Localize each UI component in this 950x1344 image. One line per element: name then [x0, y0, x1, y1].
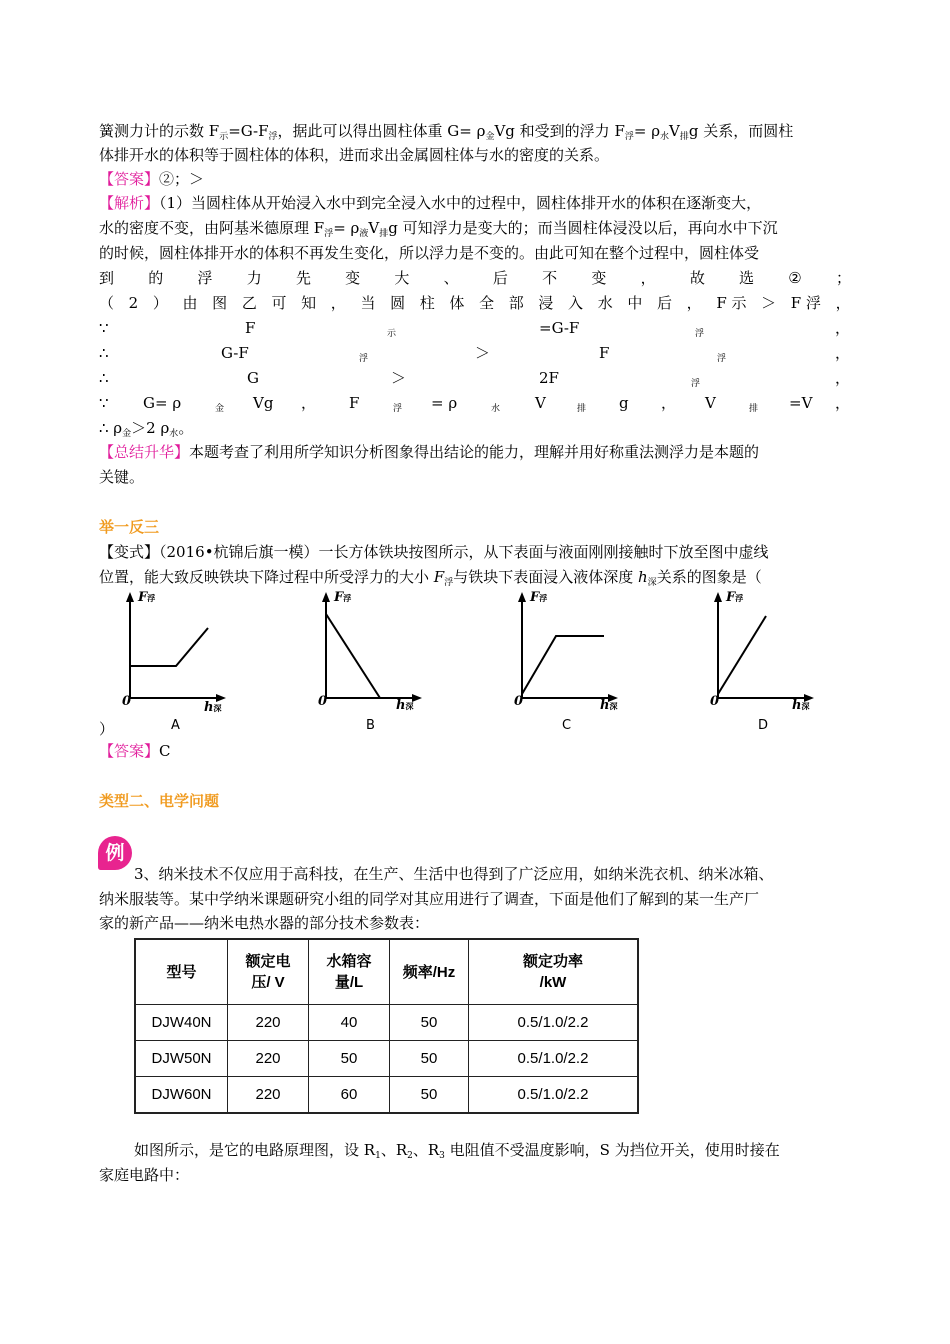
text: ＞ — [475, 344, 491, 362]
subscript: 浮 — [691, 379, 701, 389]
example-line3: 家的新产品——纳米电热水器的部分技术参数表： — [99, 914, 430, 932]
text: （1）当圆柱体从开始浸入水中到完全浸入水中的过程中，圆柱体排开水的体积在逐渐变大， — [159, 194, 762, 212]
text: h — [792, 698, 802, 713]
text: ＞ — [391, 369, 407, 387]
char: 知 — [301, 294, 317, 312]
text: h — [638, 568, 648, 586]
char: 浸 — [538, 294, 554, 312]
char: ； — [835, 269, 851, 287]
text: V — [535, 394, 546, 412]
char: 图 — [212, 294, 228, 312]
variant-line1 — [99, 542, 769, 562]
origin-label: 0 — [710, 694, 720, 709]
cell: DJW40N — [135, 1005, 228, 1041]
curve — [130, 628, 208, 666]
text: 2F — [539, 369, 559, 387]
curve — [326, 614, 380, 698]
text: 本题考查了利用所学知识分析图象得出结论的能力，理解并用好称重法测浮力是本题的 — [189, 443, 760, 461]
text: ， — [835, 319, 851, 337]
subscript: 示 — [387, 329, 397, 339]
text: 关系的图象是（ — [656, 568, 762, 586]
char: 体 — [449, 294, 465, 312]
char: （ — [99, 294, 115, 312]
header-power: 额定功率 /kW — [469, 939, 639, 1005]
text: F — [349, 394, 360, 412]
analysis-line5 — [99, 293, 851, 313]
char: 、 — [443, 269, 459, 287]
answer-tag: 【答案】 — [99, 742, 160, 760]
text: G-F — [221, 344, 249, 362]
answer-tag: 【答案】 — [99, 170, 160, 188]
table-header-row — [135, 939, 638, 1005]
cell: 220 — [228, 1077, 309, 1114]
text: G — [247, 369, 259, 387]
char: 由 — [182, 294, 198, 312]
char: ， — [330, 294, 346, 312]
text: = ρ — [431, 394, 458, 412]
text: = ρ — [633, 122, 661, 140]
para1-line1 — [99, 121, 793, 147]
text: 与铁块下表面浸入液体深度 — [453, 568, 638, 586]
char: 乙 — [241, 294, 257, 312]
para1-line2: 体排开水的体积等于圆柱体的体积，进而求出金属圆柱体与水的密度的关系。 — [99, 146, 610, 164]
subscript: 浮 — [268, 132, 278, 142]
cell: 50 — [390, 1005, 469, 1041]
text: ， — [301, 394, 317, 412]
char: 先 — [295, 269, 311, 287]
subscript: 深 — [609, 701, 618, 711]
char: 后 — [492, 269, 508, 287]
cell: 40 — [309, 1005, 390, 1041]
char: ） — [152, 294, 168, 312]
section-heading: 举一反三 — [99, 518, 160, 536]
cell: DJW50N — [135, 1041, 228, 1077]
final-line2: 家庭电路中： — [99, 1166, 190, 1184]
char: 大 — [394, 269, 410, 287]
cell: 50 — [390, 1077, 469, 1114]
curve — [718, 616, 766, 694]
text: Vg — [253, 394, 274, 412]
subscript: 示 — [219, 132, 229, 142]
char: ， — [686, 294, 702, 312]
subscript: 浮 — [735, 593, 744, 603]
char: 到 — [99, 269, 115, 287]
text: 、R — [412, 1141, 440, 1159]
subscript: 水 — [169, 429, 179, 439]
char: 全 — [479, 294, 495, 312]
char: 变 — [345, 269, 361, 287]
char: 后 — [657, 294, 673, 312]
summary-tag: 【总结升华】 — [99, 443, 190, 461]
analysis-line4 — [99, 268, 851, 288]
header-capacity: 水箱容 量/L — [309, 939, 390, 1005]
text: ， — [661, 394, 677, 412]
curve — [522, 636, 604, 694]
x-axis-label — [204, 700, 221, 715]
y-axis-label — [726, 590, 743, 605]
subscript: 排 — [379, 229, 389, 239]
text: 位置，能大致反映铁块下降过程中所受浮力的大小 — [99, 568, 434, 586]
subscript: 浮 — [624, 132, 634, 142]
subscript: 深 — [801, 701, 810, 711]
subscript: 浮 — [444, 578, 454, 588]
char: 水 — [597, 294, 613, 312]
text: h — [204, 700, 214, 715]
text: ，据此可以得出圆柱体重 G= ρ — [277, 122, 486, 140]
x-axis-label — [396, 698, 413, 713]
text: Vg 和受到的浮力 F — [494, 122, 625, 140]
text: F — [138, 590, 148, 605]
char: 选 — [739, 269, 755, 287]
subscript: 浮 — [695, 329, 705, 339]
text: ∴ ρ — [99, 419, 123, 437]
text: = ρ — [333, 219, 360, 237]
text: ， — [835, 369, 851, 387]
because-symbol: ∵ — [99, 394, 109, 412]
subscript: 排 — [749, 404, 759, 414]
paren-close: ） — [99, 720, 115, 738]
y-axis-label — [138, 590, 155, 605]
char: ＞ — [761, 294, 777, 312]
subscript: 浮 — [324, 229, 334, 239]
text: F — [334, 590, 344, 605]
subscript: 金 — [215, 404, 225, 414]
subscript: 3 — [439, 1151, 445, 1161]
char: 入 — [568, 294, 584, 312]
x-axis-label — [600, 698, 617, 713]
arrow-icon — [126, 592, 134, 602]
text: F — [433, 568, 445, 586]
text: 水的密度不变，由阿基米德原理 F — [99, 219, 325, 237]
subscript: 金 — [122, 429, 132, 439]
answer-1 — [99, 169, 204, 189]
analysis-line10 — [99, 418, 193, 444]
subscript: 浮 — [393, 404, 403, 414]
answer-2 — [99, 741, 171, 761]
header-voltage: 额定电 压/ V — [228, 939, 309, 1005]
graph-caption-d: D — [758, 718, 769, 733]
subscript: 2 — [407, 1151, 413, 1161]
graph-b[interactable] — [304, 590, 424, 724]
char: 力 — [246, 269, 262, 287]
header-model: 型号 — [135, 939, 228, 1005]
cell: 0.5/1.0/2.2 — [469, 1077, 639, 1114]
graph-a[interactable] — [108, 590, 228, 724]
text: g — [619, 394, 629, 412]
table-row — [135, 1041, 638, 1077]
text: =V — [789, 394, 813, 412]
graph-c[interactable] — [500, 590, 630, 724]
char: 可 — [271, 294, 287, 312]
char: ， — [835, 294, 851, 312]
cell: 0.5/1.0/2.2 — [469, 1005, 639, 1041]
therefore-symbol: ∴ — [99, 369, 109, 387]
text: =G-F — [228, 122, 269, 140]
subscript: 浮 — [717, 354, 727, 364]
cell: 60 — [309, 1077, 390, 1114]
cell: 220 — [228, 1041, 309, 1077]
subscript: 水 — [491, 404, 501, 414]
table-row — [135, 1077, 638, 1114]
analysis-line2 — [99, 218, 778, 244]
y-axis-label — [334, 590, 351, 605]
example-line1: 3、纳米技术不仅应用于高科技，在生产、生活中也得到了广泛应用，如纳米洗衣机、纳米冰箱、 — [134, 865, 774, 883]
char: 浮 — [197, 269, 213, 287]
text: ， — [835, 394, 851, 412]
variant-tag: 【变式】 — [99, 543, 160, 561]
summary-line2: 关键。 — [99, 468, 145, 486]
text: ＞2 ρ — [131, 419, 170, 437]
therefore-symbol: ∴ — [99, 344, 109, 362]
char: 变 — [591, 269, 607, 287]
text: 。 — [178, 419, 194, 437]
subscript: 深 — [213, 703, 222, 713]
spec-table — [134, 938, 639, 1114]
example-line2: 纳米服装等。某中学纳米课题研究小组的同学对其应用进行了调查，下面是他们了解到的某一生产厂 — [99, 890, 760, 908]
because-symbol: ∵ — [99, 319, 109, 337]
text: h — [396, 698, 406, 713]
cell: 50 — [390, 1041, 469, 1077]
text: 簧测力计的示数 F — [99, 122, 220, 140]
char: 当 — [360, 294, 376, 312]
cell: 0.5/1.0/2.2 — [469, 1041, 639, 1077]
arrow-icon — [412, 694, 422, 702]
text: =G-F — [539, 319, 580, 337]
graph-caption-b: B — [366, 718, 375, 733]
subscript: 浮 — [343, 593, 352, 603]
graph-d[interactable] — [696, 590, 826, 724]
subscript: 浮 — [359, 354, 369, 364]
final-line1 — [134, 1140, 780, 1166]
text: h — [600, 698, 610, 713]
type2-heading: 类型二、电学问题 — [99, 792, 220, 810]
char: 的 — [148, 269, 164, 287]
text: G= ρ — [143, 394, 182, 412]
analysis-line3: 的时候，圆柱体排开水的体积不再发生变化，所以浮力是不变的。由此可知在整个过程中，圆柱体受 — [99, 244, 760, 262]
char: 不 — [542, 269, 558, 287]
subscript: 浮 — [539, 593, 548, 603]
subscript: 1 — [375, 1151, 381, 1161]
x-axis-label — [792, 698, 809, 713]
answer-text: ②；＞ — [159, 170, 205, 188]
char: 中 — [627, 294, 643, 312]
char: 2 — [128, 294, 139, 312]
subscript: 浮 — [147, 593, 156, 603]
origin-label: 0 — [514, 694, 524, 709]
header-frequency: 频率/Hz — [390, 939, 469, 1005]
subscript: 水 — [660, 132, 670, 142]
text: V — [705, 394, 716, 412]
text: 、R — [380, 1141, 408, 1159]
char: 柱 — [419, 294, 435, 312]
subscript: 排 — [577, 404, 587, 414]
text: F — [599, 344, 610, 362]
arrow-icon — [322, 592, 330, 602]
origin-label: 0 — [318, 694, 328, 709]
text: 如图所示，是它的电路原理图，设 R — [134, 1141, 376, 1159]
text: （2016•杭锦后旗一模）一长方体铁块按图所示，从下表面与液面刚刚接触时下放至图中虚线 — [159, 543, 769, 561]
text: g 可知浮力是变大的；而当圆柱体浸没以后，再向水中下沉 — [388, 219, 778, 237]
graph-caption-c: C — [562, 718, 572, 733]
y-axis-label — [530, 590, 547, 605]
text: V — [669, 122, 680, 140]
char: F 示 — [716, 294, 747, 312]
char: 故 — [689, 269, 705, 287]
char: ， — [640, 269, 656, 287]
text: F — [726, 590, 736, 605]
analysis-tag: 【解析】 — [99, 194, 160, 212]
text: g 关系，而圆柱 — [688, 122, 794, 140]
answer-text: C — [159, 742, 171, 760]
subscript: 金 — [485, 132, 495, 142]
text: 电阻值不受温度影响，S 为挡位开关，使用时接在 — [444, 1141, 780, 1159]
text: F — [245, 319, 256, 337]
arrow-icon — [714, 592, 722, 602]
subscript: 深 — [405, 701, 414, 711]
char: 圆 — [390, 294, 406, 312]
table-row — [135, 1005, 638, 1041]
text: V — [368, 219, 380, 237]
analysis-line1 — [99, 193, 761, 213]
char: ② — [788, 269, 802, 287]
arrow-icon — [518, 592, 526, 602]
cell: DJW60N — [135, 1077, 228, 1114]
text: F — [530, 590, 540, 605]
text: ， — [835, 344, 851, 362]
subscript: 排 — [679, 132, 689, 142]
summary-line1 — [99, 442, 759, 462]
graph-caption-a: A — [171, 718, 180, 733]
cell: 220 — [228, 1005, 309, 1041]
subscript: 深 — [647, 578, 657, 588]
char: 部 — [508, 294, 524, 312]
origin-label: 0 — [122, 694, 132, 709]
cell: 50 — [309, 1041, 390, 1077]
subscript: 液 — [359, 229, 369, 239]
example-badge: 例 — [98, 836, 132, 870]
char: F 浮 — [790, 294, 821, 312]
